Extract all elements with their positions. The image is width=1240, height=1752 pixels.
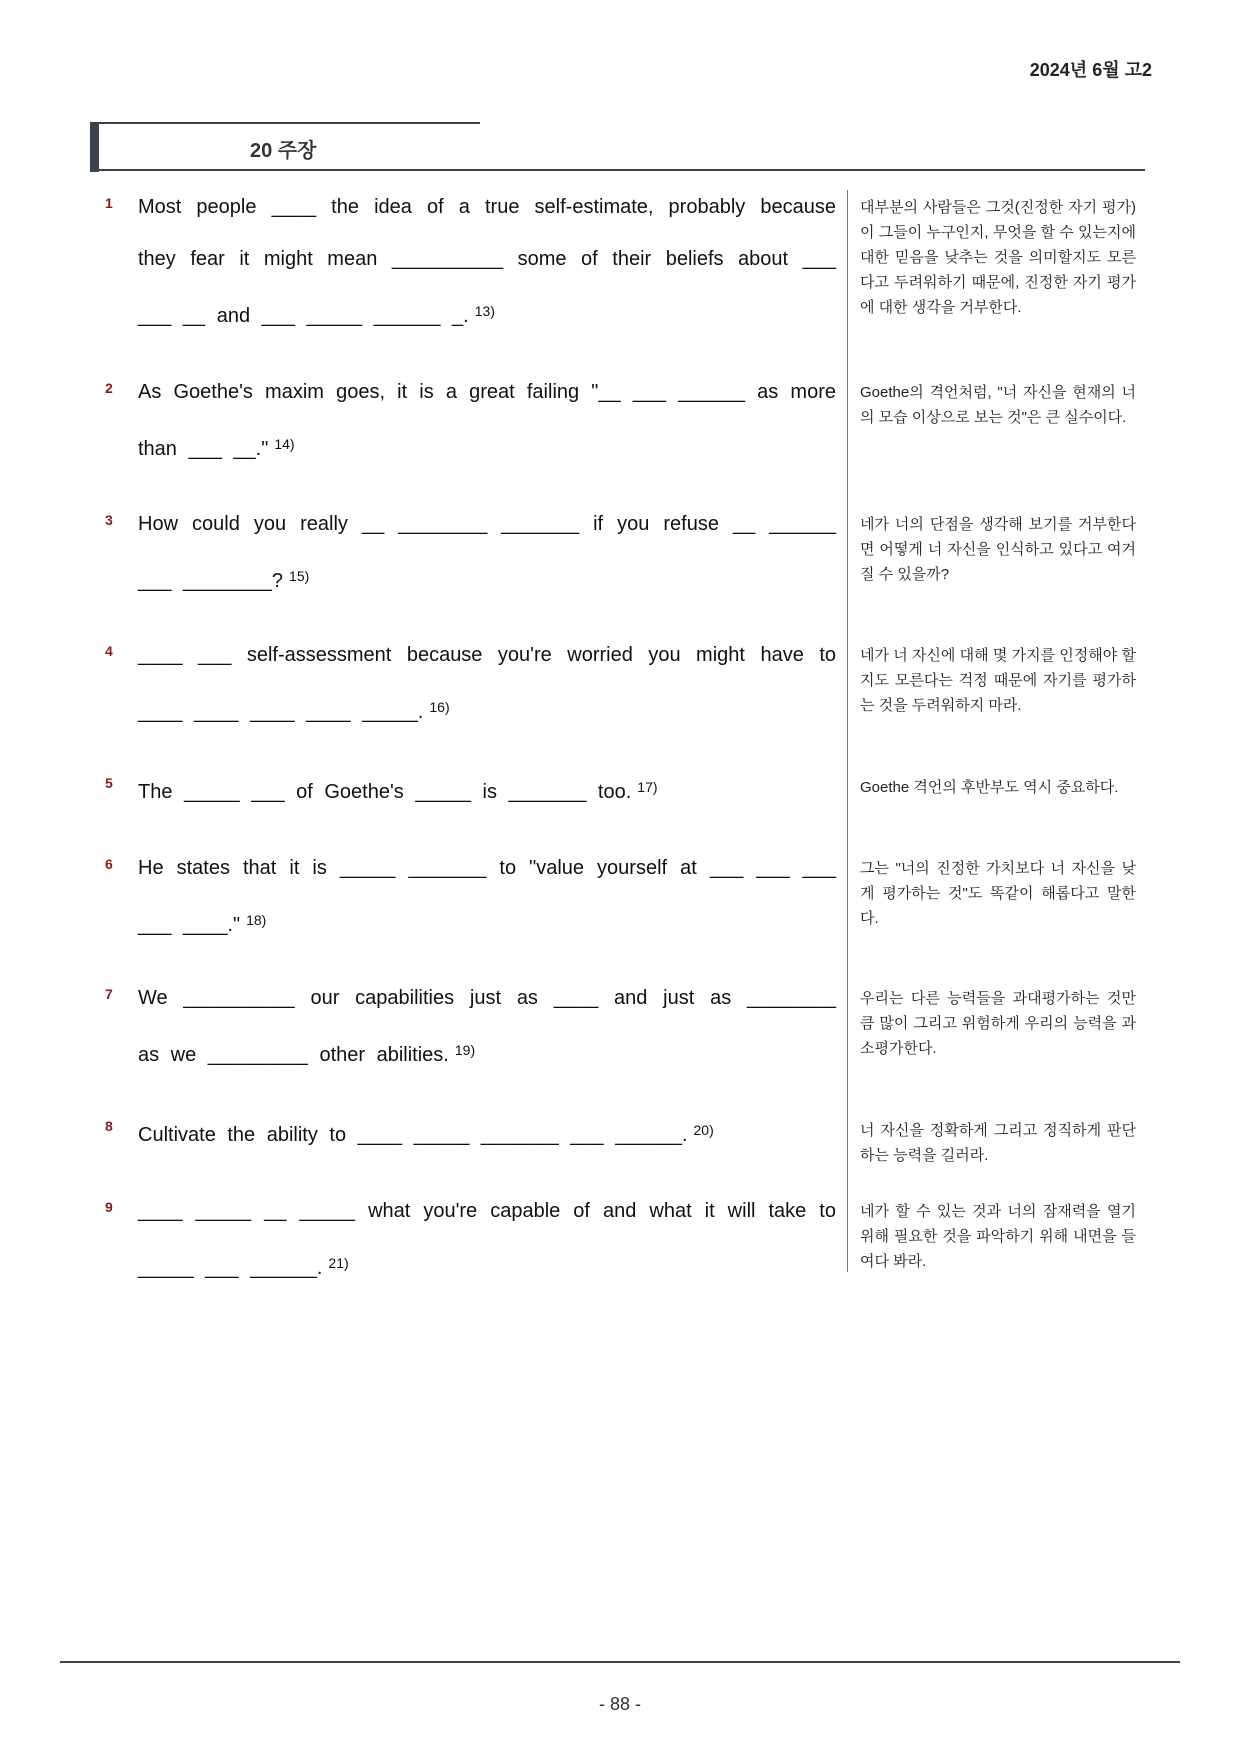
korean-translation: 그는 "너의 진정한 가치보다 너 자신을 낮게 평가하는 것"도 똑같이 해롭다고 말한다.: [860, 860, 1136, 927]
sentence-line: [138, 908, 836, 960]
sentence-text: How could you really __ ________ _______ if you refuse __ ______: [138, 513, 836, 535]
footnote-ref: 16): [429, 699, 450, 715]
sentence-line: [138, 299, 836, 351]
footnote-ref: 20): [693, 1122, 714, 1138]
sentence-line: [138, 986, 836, 1038]
english-sentence: [138, 1118, 836, 1170]
item-number: 3: [105, 512, 113, 528]
footnote-ref: 17): [637, 779, 658, 795]
sentence-line: [138, 195, 836, 247]
korean-translation: 네가 할 수 있는 것과 너의 잠재력을 열기 위해 필요한 것을 파악하기 위해 내면을 들여다 봐라.: [860, 1203, 1136, 1270]
sentence-text: ____ _____ __ _____ what you're capable of and what it will take to: [138, 1200, 836, 1222]
sentence-text: ____ ___ self-assessment because you're worried you might have to: [138, 644, 836, 666]
korean-translation: 네가 너의 단점을 생각해 보기를 거부한다면 어떻게 너 자신을 인식하고 있다고 여겨질 수 있을까?: [860, 516, 1136, 583]
item-number: 6: [105, 856, 113, 872]
sentence-text: As Goethe's maxim goes, it is a great failing "__ ___ ______ as more: [138, 381, 836, 403]
korean-translation: 네가 너 자신에 대해 몇 가지를 인정해야 할지도 모른다는 걱정 때문에 자기를 평가하는 것을 두려워하지 마라.: [860, 647, 1136, 714]
item-number: 2: [105, 380, 113, 396]
sentence-text: than ___ __.": [138, 438, 269, 460]
sentence-line: [138, 380, 836, 432]
sentence-text: ___ ________?: [138, 570, 284, 592]
sentence-text: He states that it is _____ _______ to "value yourself at ___ ___ ___: [138, 857, 836, 879]
sentence-line: [138, 775, 836, 827]
sentence-line: [138, 432, 836, 484]
header-bottom-rule: [90, 169, 1145, 171]
korean-translation: 대부분의 사람들은 그것(진정한 자기 평가)이 그들이 누구인지, 무엇을 할 수 있는지에 대한 믿음을 낮추는 것을 의미할지도 모른다고 두려워하기 때문에, 진정한 자기 평가에 대한 생각을 거부한다.: [860, 199, 1136, 316]
sentence-line: [138, 1251, 836, 1303]
footnote-ref: 18): [246, 912, 267, 928]
sentence-line: [138, 643, 836, 695]
sentence-text: We __________ our capabilities just as ____ and just as ________: [138, 987, 836, 1009]
sentence-text: Most people ____ the idea of a true self-estimate, probably because: [138, 196, 836, 218]
english-sentence: [138, 986, 836, 1090]
footer-rule: [60, 1661, 1180, 1663]
item-number: 1: [105, 195, 113, 211]
sentence-text: ____ ____ ____ ____ _____.: [138, 701, 424, 723]
korean-translation: 너 자신을 정확하게 그리고 정직하게 판단하는 능력을 길러라.: [860, 1122, 1136, 1164]
korean-translation: Goethe 격언의 후반부도 역시 중요하다.: [860, 779, 1119, 796]
english-sentence: [138, 195, 836, 351]
footnote-ref: 19): [454, 1042, 476, 1058]
sentence-text: they fear it might mean __________ some of their beliefs about ___: [138, 248, 836, 270]
english-sentence: [138, 775, 836, 827]
sentence-text: ___ __ and ___ _____ ______ _.: [138, 305, 469, 327]
sentence-line: [138, 1199, 836, 1251]
footnote-ref: 15): [289, 568, 310, 584]
exam-date: 2024년 6월 고2: [1029, 60, 1152, 80]
english-sentence: [138, 643, 836, 747]
sentence-text: as we _________ other abilities.: [138, 1044, 449, 1066]
footnote-ref: 14): [274, 436, 295, 452]
sentence-line: [138, 512, 836, 564]
sentence-text: ___ ____.": [138, 914, 241, 936]
column-divider: [847, 190, 848, 1272]
sentence-text: Cultivate the ability to ____ _____ _______ ___ ______.: [138, 1124, 688, 1146]
korean-translation: Goethe의 격언처럼, "너 자신을 현재의 너의 모습 이상으로 보는 것"은 큰 실수이다.: [860, 384, 1136, 426]
english-sentence: [138, 1199, 836, 1303]
sentence-line: [138, 1118, 836, 1170]
item-number: 8: [105, 1118, 113, 1134]
english-sentence: [138, 380, 836, 484]
korean-translation: 우리는 다른 능력들을 과대평가하는 것만큼 많이 그리고 위험하게 우리의 능력을 과소평가한다.: [860, 990, 1136, 1057]
sentence-line: [138, 1038, 836, 1090]
english-sentence: [138, 856, 836, 960]
page-number: - 88 -: [598, 1694, 641, 1714]
header-accent-bar: [90, 122, 99, 172]
item-number: 5: [105, 775, 113, 791]
sentence-line: [138, 564, 836, 616]
sentence-text: The _____ ___ of Goethe's _____ is _______ too.: [138, 781, 632, 803]
header-top-rule: [90, 122, 480, 124]
footnote-ref: 21): [328, 1255, 349, 1271]
item-number: 4: [105, 643, 113, 659]
footnote-ref: 13): [474, 303, 495, 319]
section-title: 20 주장: [250, 140, 317, 162]
english-sentence: [138, 512, 836, 616]
sentence-text: _____ ___ ______.: [138, 1257, 323, 1279]
item-number: 7: [105, 986, 113, 1002]
item-number: 9: [105, 1199, 113, 1215]
sentence-line: [138, 247, 836, 299]
sentence-line: [138, 856, 836, 908]
sentence-line: [138, 695, 836, 747]
